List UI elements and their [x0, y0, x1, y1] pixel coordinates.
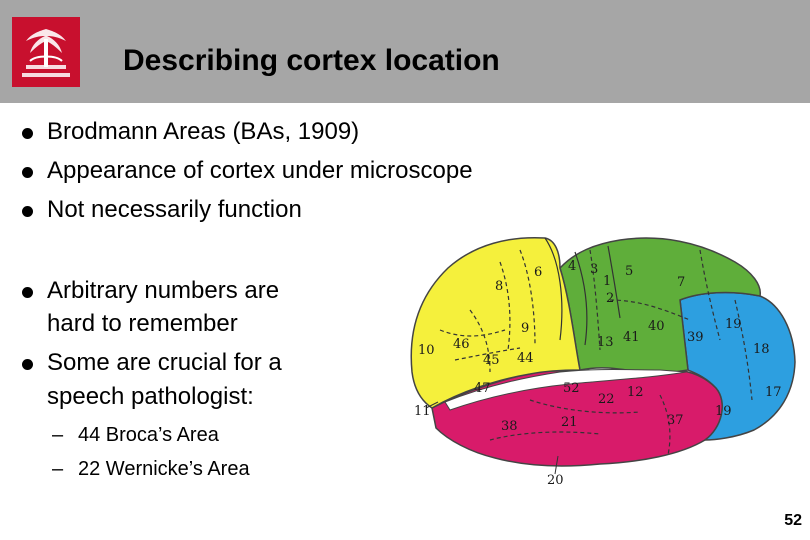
area-label: 38: [501, 419, 518, 434]
area-label: 7: [677, 275, 686, 290]
area-label: 37: [667, 413, 684, 428]
area-label: 9: [521, 321, 530, 336]
sub-bullet-dash: –: [52, 458, 64, 480]
area-label: 3: [590, 262, 599, 277]
area-label: 45: [483, 353, 500, 368]
area-label: 19: [715, 404, 732, 419]
area-label: 44: [517, 351, 534, 366]
area-label: 11: [414, 404, 431, 419]
area-label: 46: [453, 337, 470, 352]
area-label: 47: [474, 381, 491, 396]
area-label: 22: [598, 392, 615, 407]
area-label: 6: [534, 265, 543, 280]
area-label: 39: [687, 330, 704, 345]
bullet-text: Brodmann Areas (BAs, 1909): [47, 118, 360, 145]
bullet-text-line-1: Some are crucial for a: [47, 349, 282, 376]
area-label: 4: [568, 259, 577, 274]
area-label: 8: [495, 279, 504, 294]
bullet-text: Not necessarily function: [47, 196, 302, 223]
area-label: 12: [627, 385, 644, 400]
area-label: 17: [765, 385, 782, 400]
area-label: 52: [563, 381, 580, 396]
area-label: 41: [623, 330, 640, 345]
area-label: 40: [648, 319, 665, 334]
bullet-text: Appearance of cortex under microscope: [47, 157, 473, 184]
slide-title: Describing cortex location: [123, 44, 500, 77]
area-label: 20: [547, 473, 564, 488]
area-label: 18: [753, 342, 770, 357]
area-label: 21: [561, 415, 578, 430]
area-label: 10: [418, 343, 435, 358]
bullet-text-line-2: speech pathologist:: [47, 383, 254, 410]
area-label: 5: [625, 264, 634, 279]
sub-bullet-text: 44 Broca’s Area: [78, 424, 219, 446]
bullet-text-line-1: Arbitrary numbers are: [47, 277, 280, 304]
page-number: 52: [784, 512, 802, 529]
sub-bullet-dash: –: [52, 424, 64, 446]
area-label: 2: [606, 291, 615, 306]
area-label: 19: [725, 317, 742, 332]
area-label: 13: [597, 335, 614, 350]
area-label: 1: [603, 274, 612, 289]
sub-bullet-text: 22 Wernicke’s Area: [78, 458, 250, 480]
bullet-text-line-2: hard to remember: [47, 310, 238, 337]
